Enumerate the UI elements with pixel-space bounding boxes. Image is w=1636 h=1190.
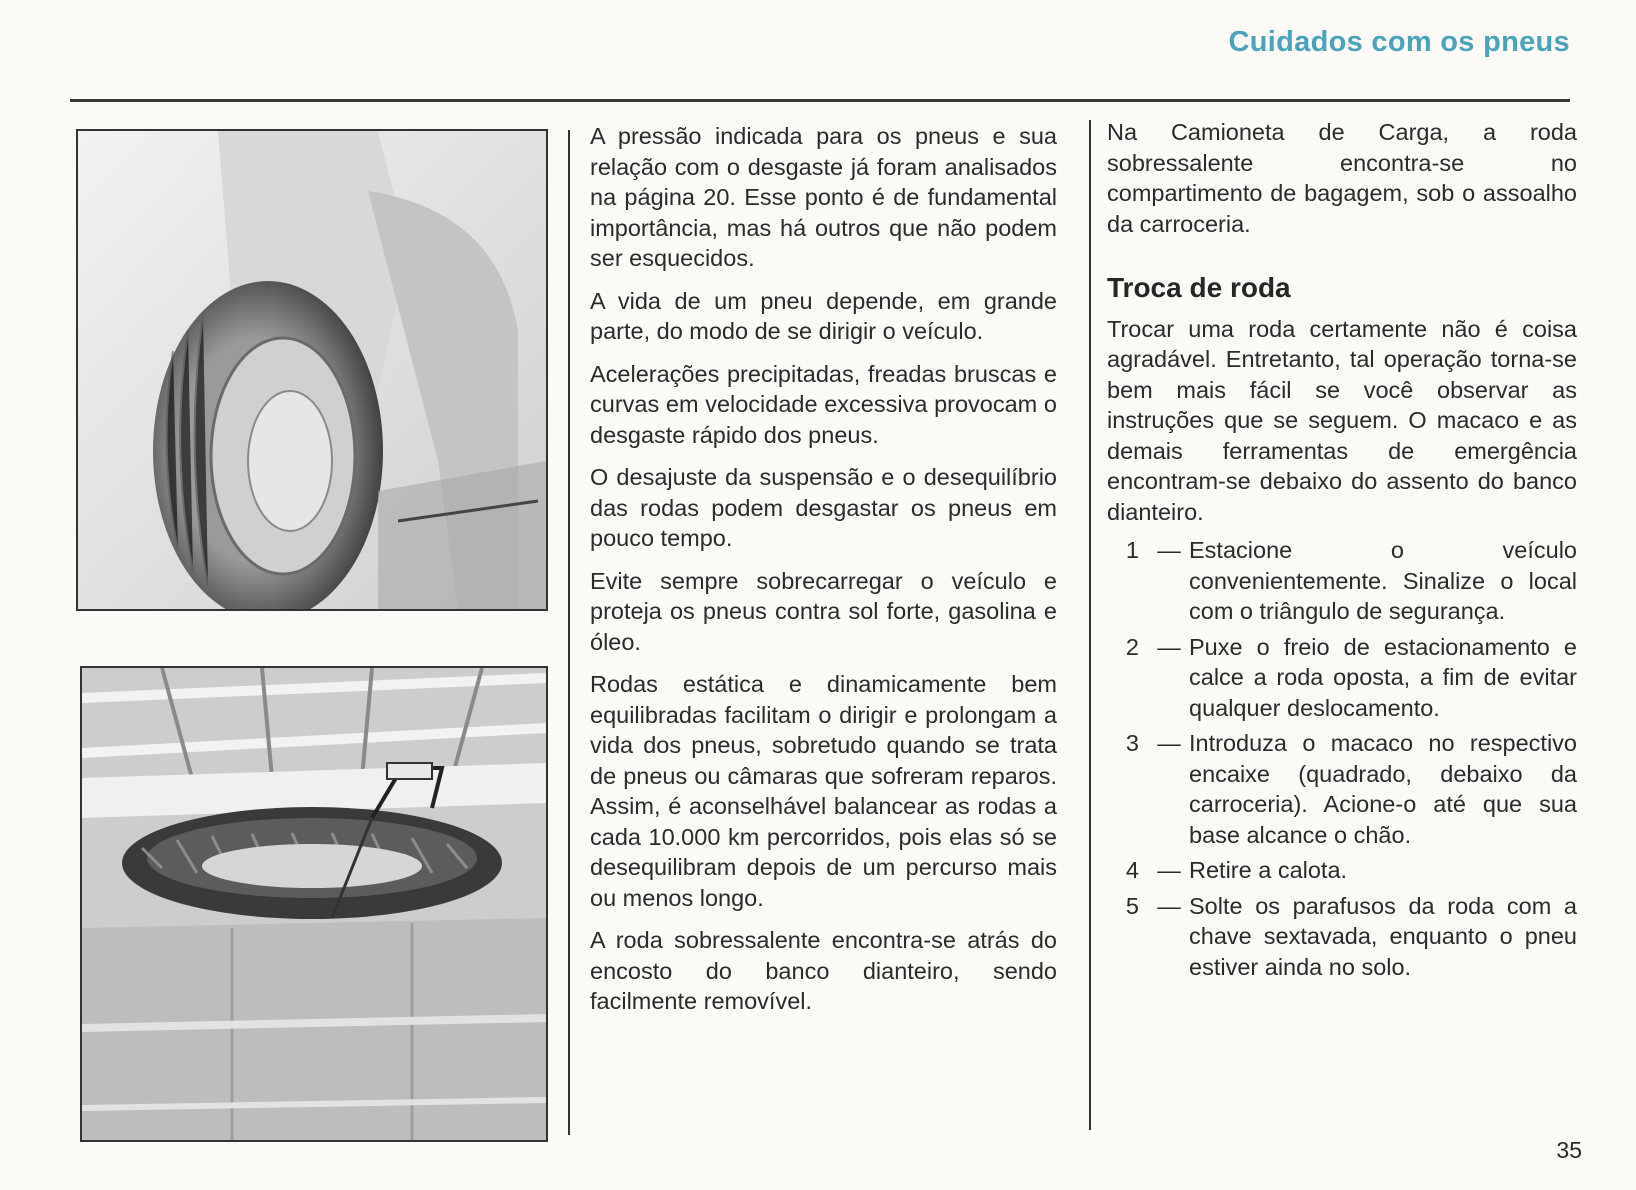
paragraph: A vida de um pneu depende, em grande parte, do modo de se dirigir o veículo. [590,287,1057,344]
paragraph: Evite sempre sobrecarregar o veículo e proteja os pneus contra sol forte, gasolina e óleo. [590,567,1057,655]
paragraph: A pressão indicada para os pneus e sua relação com o desgaste já foram analisados na página 20. Esse ponto é de fundamental importância, mas há outros que não podem ser esquecidos. [590,123,1057,271]
step-dash: — [1157,537,1181,563]
step-dash: — [1157,892,1181,919]
step-text: Puxe o freio de estacionamento e calce a roda oposta, a fim de evitar qualquer deslocamento. [1189,633,1577,721]
list-item [1107,891,1577,983]
step-text: Introduza o macaco no respectivo encaixe (quadrado, debaixo da carroceria). Acione-o até que sua base alcance o chão. [1189,730,1577,848]
step-text: Estacione o veículo convenientemente. Sinalize o local com o triângulo de segurança. [1189,537,1577,624]
list-item [1107,855,1577,886]
step-text: Retire a calota. [1189,857,1348,883]
section-heading: Troca de roda [1107,272,1291,303]
header-rule [70,99,1570,102]
intro-paragraph: Na Camioneta de Carga, a roda sobressalente encontra-se no compartimento de bagagem, sob o assoalho da carroceria. [1107,119,1577,237]
paragraph: A roda sobressalente encontra-se atrás do encosto do banco dianteiro, sendo facilmente removível. [590,927,1057,1014]
step-number: 1 [1125,537,1139,563]
steps-list [1107,535,1577,982]
right-text-column [1107,117,1577,987]
page-header-title: Cuidados com os pneus [1228,26,1570,58]
page-number: 35 [1556,1137,1582,1163]
column-divider-left [568,130,570,1135]
step-number: 5 [1125,892,1139,919]
wheel-under-fender-photo-icon [78,131,546,609]
step-number: 2 [1125,633,1139,660]
spare-tire-photo-figure [80,666,548,1142]
paragraph: Rodas estática e dinamicamente bem equilibradas facilitam o dirigir e prolongam a vida dos pneus, sobretudo quando se trata de pneus ou câmaras que sofreram reparos. Assim, é aconselhável balancear as rodas a cada 10.000 km percorridos, pois elas só se desequilibram depois de um percurso mais ou menos longo. [590,671,1057,911]
list-item [1107,535,1577,627]
spare-tire-under-floor-photo-icon [82,668,546,1140]
column-divider-right [1089,120,1091,1130]
list-item [1107,728,1577,850]
paragraph: Trocar uma roda certamente não é coisa agradável. Entretanto, tal operação torna-se bem mais fácil se você observar as instruções que se seguem. O macaco e as demais ferramentas de emergência encontram-se debaixo do assento do banco dianteiro. [1107,315,1577,525]
step-number: 4 [1125,857,1139,883]
paragraph: Acelerações precipitadas, freadas bruscas e curvas em velocidade excessiva provocam o desgaste rápido dos pneus. [590,360,1057,448]
step-number: 3 [1125,730,1139,756]
paragraph: O desajuste da suspensão e o desequilíbrio das rodas podem desgastar os pneus em pouco tempo. [590,464,1057,551]
step-text: Solte os parafusos da roda com a chave sextavada, enquanto o pneu estiver ainda no solo. [1189,892,1577,980]
step-dash: — [1157,730,1181,756]
step-dash: — [1157,857,1181,883]
middle-text-column [590,121,1057,1029]
step-dash: — [1157,633,1181,660]
list-item [1107,632,1577,724]
wheel-photo-figure [76,129,548,611]
